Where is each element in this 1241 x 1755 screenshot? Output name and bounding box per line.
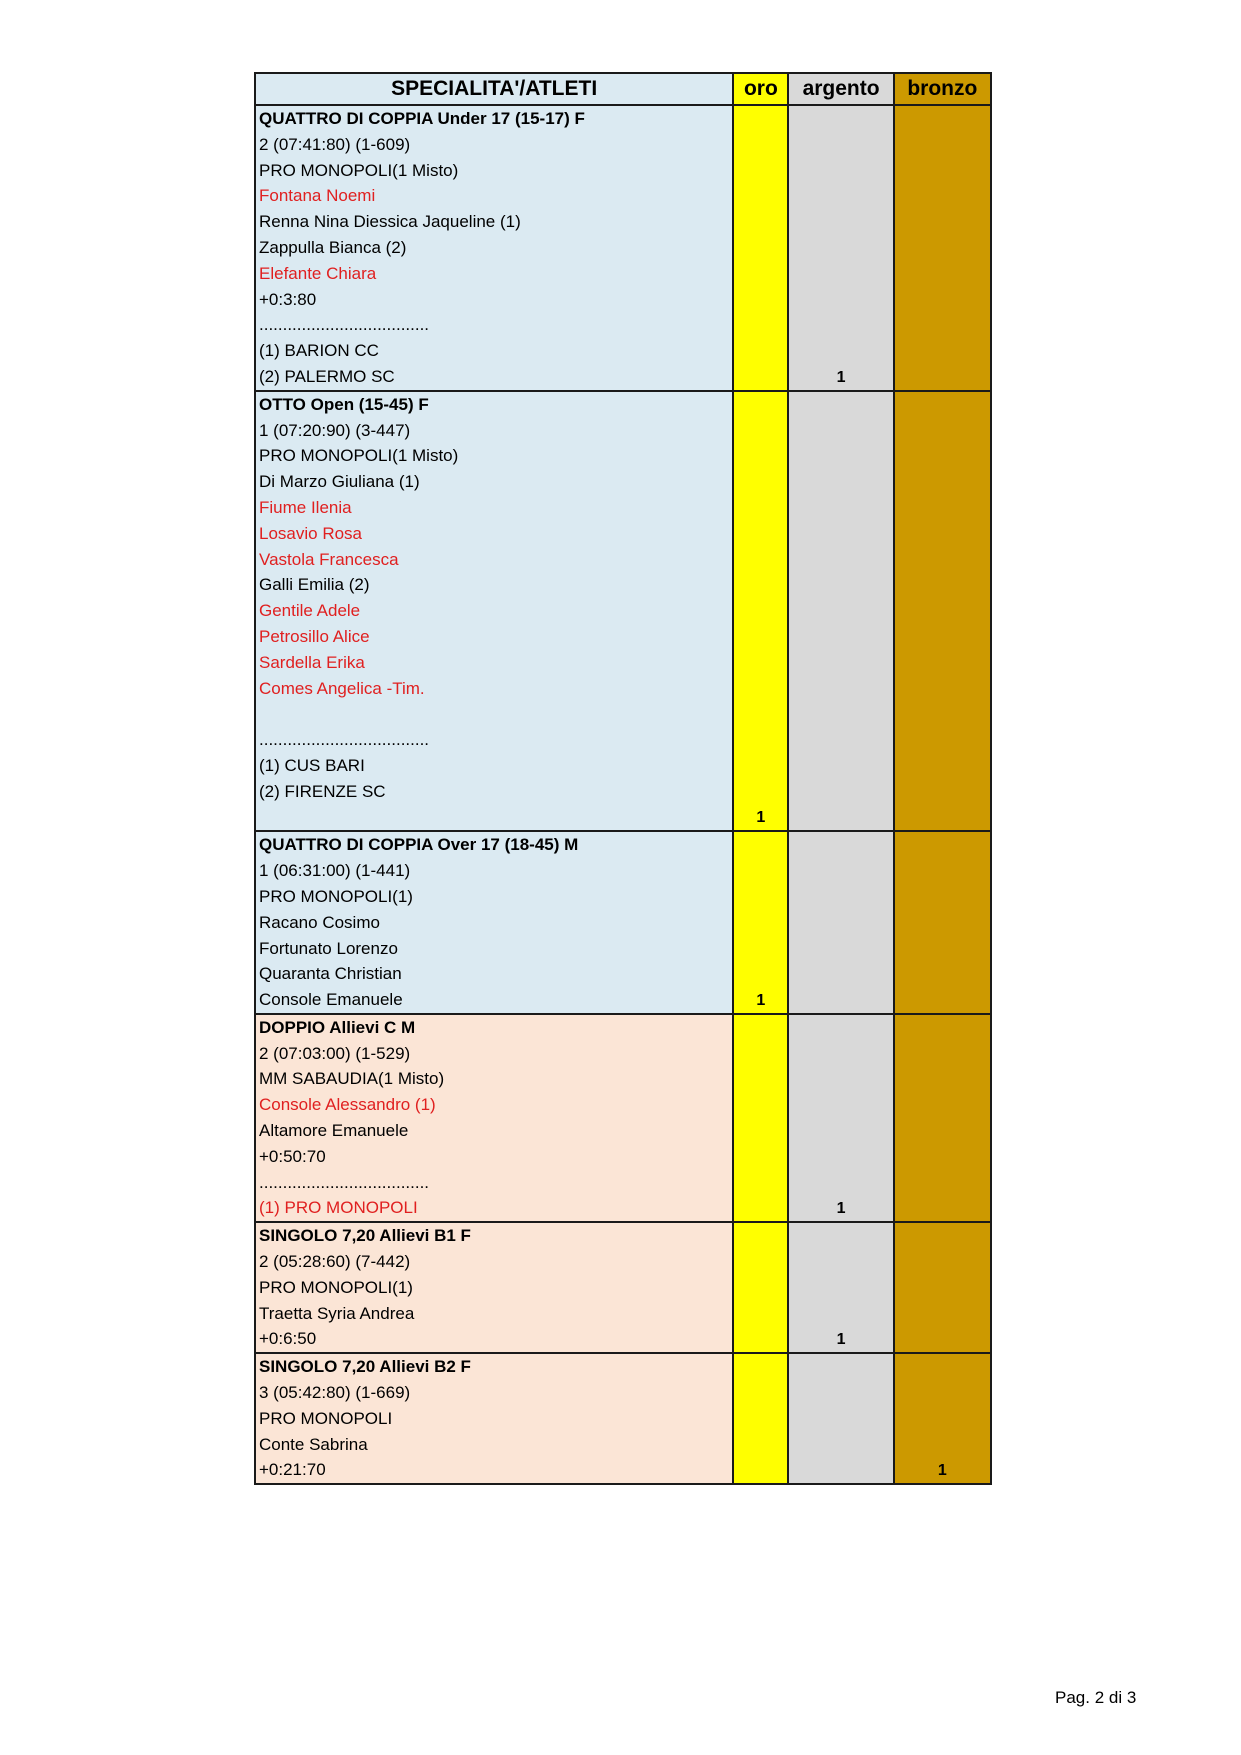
event-line: PRO MONOPOLI(1 Misto) — [259, 160, 459, 180]
event-line: Quaranta Christian — [259, 964, 402, 984]
event-line: (1) CUS BARI — [259, 755, 365, 775]
silver-count-cell: 1 — [788, 1014, 893, 1222]
event-line: Fontana Noemi — [259, 186, 376, 206]
gold-count-cell — [733, 1222, 788, 1353]
event-line: +0:3:80 — [259, 289, 317, 309]
event-line: Console Alessandro (1) — [259, 1095, 436, 1115]
gold-count-cell — [733, 1014, 788, 1222]
table-header-row — [255, 73, 991, 105]
event-line: 1 (07:20:90) (3-447) — [259, 420, 411, 440]
event-line: Gentile Adele — [259, 601, 361, 621]
event-line: Traetta Syria Andrea — [259, 1303, 415, 1323]
bronze-count-cell — [894, 831, 991, 1014]
event-line: PRO MONOPOLI(1 Misto) — [259, 446, 459, 466]
event-details-cell — [255, 1014, 733, 1222]
event-line: MM SABAUDIA(1 Misto) — [259, 1069, 445, 1089]
event-title: QUATTRO DI COPPIA Over 17 (18-45) M — [259, 835, 579, 855]
event-line: Renna Nina Diessica Jaqueline (1) — [259, 212, 521, 232]
header-bronzo: bronzo — [894, 73, 991, 105]
event-line: 2 (07:03:00) (1-529) — [259, 1043, 411, 1063]
event-line: Altamore Emanuele — [259, 1121, 409, 1141]
event-line: Elefante Chiara — [259, 263, 377, 283]
bronze-count-cell — [894, 1222, 991, 1353]
event-line: (1) PRO MONOPOLI — [259, 1198, 418, 1218]
event-details-cell — [255, 1222, 733, 1353]
event-line: Petrosillo Alice — [259, 626, 370, 646]
event-line: 1 (06:31:00) (1-441) — [259, 861, 411, 881]
event-row — [255, 1222, 991, 1353]
event-line: .................................... — [259, 315, 430, 335]
event-line: Fortunato Lorenzo — [259, 938, 398, 958]
event-row — [255, 831, 991, 1014]
event-line: Conte Sabrina — [259, 1434, 368, 1454]
event-details-cell — [255, 831, 733, 1014]
bronze-count-cell — [894, 391, 991, 832]
event-line: Racano Cosimo — [259, 912, 380, 932]
event-line: (2) PALERMO SC — [259, 366, 395, 386]
event-title: SINGOLO 7,20 Allievi B2 F — [259, 1357, 471, 1377]
silver-count-cell: 1 — [788, 1222, 893, 1353]
event-line: Losavio Rosa — [259, 523, 363, 543]
event-line: +0:50:70 — [259, 1146, 326, 1166]
event-details-cell — [255, 1353, 733, 1484]
page-number: Pag. 2 di 3 — [1055, 1688, 1137, 1707]
gold-count-cell — [733, 1353, 788, 1484]
event-title: DOPPIO Allievi C M — [259, 1017, 416, 1037]
event-line: Vastola Francesca — [259, 549, 399, 569]
event-line: PRO MONOPOLI(1) — [259, 1277, 413, 1297]
bronze-count-cell — [894, 105, 991, 391]
event-row — [255, 105, 991, 391]
event-title: OTTO Open (15-45) F — [259, 394, 429, 414]
bronze-count-cell — [894, 1014, 991, 1222]
event-line: 3 (05:42:80) (1-669) — [259, 1383, 411, 1403]
event-line: Zappulla Bianca (2) — [259, 237, 407, 257]
event-row — [255, 1353, 991, 1484]
medal-table — [254, 72, 992, 1485]
event-line: Console Emanuele — [259, 990, 403, 1010]
silver-count-cell — [788, 831, 893, 1014]
event-line: Di Marzo Giuliana (1) — [259, 472, 420, 492]
event-line: +0:6:50 — [259, 1329, 317, 1349]
event-title: QUATTRO DI COPPIA Under 17 (15-17) F — [259, 109, 585, 128]
gold-count-cell — [733, 105, 788, 391]
bronze-count-cell: 1 — [894, 1353, 991, 1484]
event-line: Fiume Ilenia — [259, 497, 352, 517]
event-line: Galli Emilia (2) — [259, 575, 370, 595]
event-line — [256, 805, 732, 831]
event-line: +0:21:70 — [259, 1460, 326, 1480]
event-row — [255, 391, 991, 832]
event-details-cell — [255, 105, 733, 391]
event-title: SINGOLO 7,20 Allievi B1 F — [259, 1226, 471, 1246]
event-line: Sardella Erika — [259, 652, 365, 672]
event-line: Comes Angelica -Tim. — [259, 678, 425, 698]
silver-count-cell — [788, 1353, 893, 1484]
header-oro: oro — [733, 73, 788, 105]
gold-count-cell: 1 — [733, 831, 788, 1014]
event-line: PRO MONOPOLI(1) — [259, 886, 413, 906]
event-line — [256, 701, 732, 727]
header-argento: argento — [788, 73, 893, 105]
event-details-cell — [255, 391, 733, 832]
silver-count-cell: 1 — [788, 105, 893, 391]
event-line: PRO MONOPOLI — [259, 1408, 393, 1428]
gold-count-cell: 1 — [733, 391, 788, 832]
event-row — [255, 1014, 991, 1222]
header-specialita: SPECIALITA'/ATLETI — [255, 73, 733, 105]
event-line: (2) FIRENZE SC — [259, 781, 386, 801]
event-line: 2 (05:28:60) (7-442) — [259, 1252, 411, 1272]
event-line: 2 (07:41:80) (1-609) — [259, 134, 411, 154]
silver-count-cell — [788, 391, 893, 832]
event-line: .................................... — [259, 1172, 430, 1192]
event-line: (1) BARION CC — [259, 341, 379, 361]
event-line: .................................... — [259, 730, 430, 750]
